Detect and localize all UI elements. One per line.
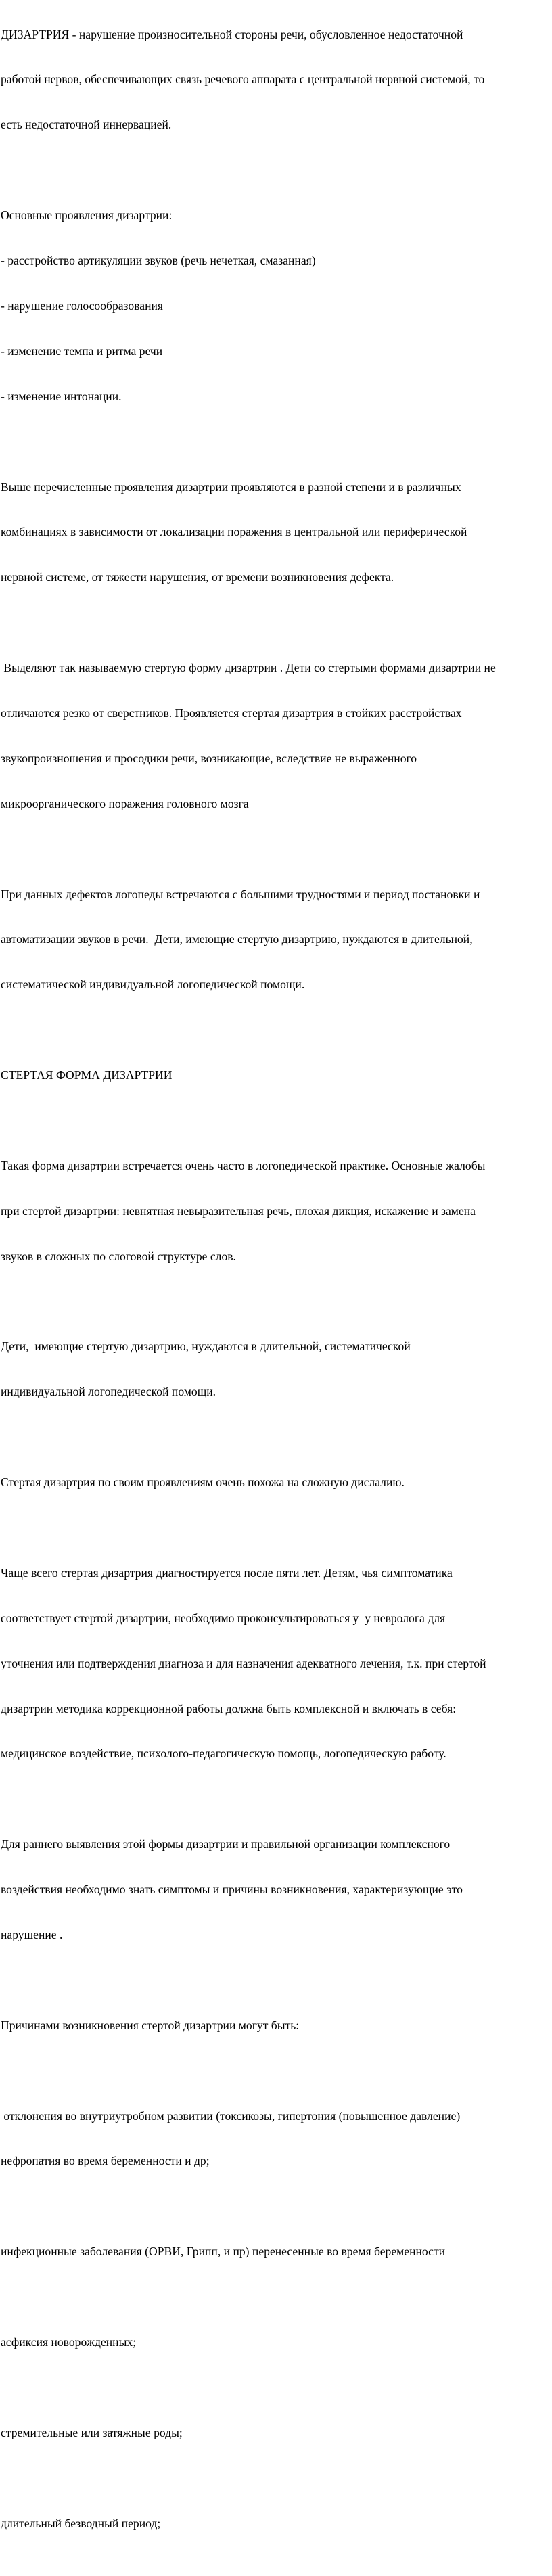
text-line: Выделяют так называемую стертую форму дизартрии . Дети со стертыми формами дизартрии не [1, 661, 496, 675]
text-line: соответствует стертой дизартрии, необходимо проконсультироваться у у невролога для [1, 1611, 446, 1625]
list-item: - изменение темпа и ритма речи [1, 344, 163, 358]
text-line: длительный безводный период; [1, 2516, 161, 2530]
text-line: уточнения или подтверждения диагноза и для назначения адекватного лечения, т.к. при стертой [1, 1656, 486, 1670]
text-line: Для раннего выявления этой формы дизартрии и правильной организации комплексного [1, 1837, 451, 1852]
text-line: стремительные или затяжные роды; [1, 2425, 183, 2439]
text-line: Такая форма дизартрии встречается очень часто в логопедической практике. Основные жалобы [1, 1158, 486, 1172]
paragraph-early-detection [1, 1807, 550, 1973]
paragraph-definition [1, 0, 550, 162]
paragraph-complaints [1, 1128, 550, 1293]
text-line: отличаются резко от сверстников. Проявляется стертая дизартрия в стойких расстройствах [1, 706, 462, 720]
text-line: индивидуальной логопедической помощи. [1, 1385, 216, 1399]
text-line: Стертая дизартрия по своим проявлениям очень похожа на сложную дислалию. [1, 1475, 405, 1490]
text-line: нефропатия во время беременности и др; [1, 2154, 210, 2168]
cause-item [1, 2078, 550, 2199]
text-line: асфиксия новорожденных; [1, 2335, 137, 2349]
text-line: воздействия необходимо знать симптомы и причины возникновения, характеризующие это [1, 1883, 463, 1897]
text-line: Причинами возникновения стертой дизартрии могут быть: [1, 2018, 300, 2032]
paragraph-difficulties [1, 856, 550, 1022]
cause-item [1, 2304, 550, 2379]
list-item: - расстройство артикуляции звуков (речь нечеткая, смазанная) [1, 254, 316, 268]
paragraph-erased-form [1, 630, 550, 841]
text-line: Выше перечисленные проявления дизартрии проявляются в разной степени и в различных [1, 480, 461, 494]
text-line: отклонения во внутриутробном развитии (токсикозы, гипертония (повышенное давление) [1, 2109, 461, 2123]
text-line: звукопроизношения и просодики речи, возникающие, вследствие не выраженного [1, 751, 417, 765]
section-heading [1, 1037, 550, 1112]
cause-item [1, 2395, 550, 2470]
text-line: автоматизации звуков в речи. Дети, имеющие стертую дизартрию, нуждаются в длительной, [1, 932, 473, 946]
text-line: инфекционные заболевания (ОРВИ, Грипп, и пр) перенесенные во время беременности [1, 2245, 446, 2259]
paragraph-causes-intro [1, 1987, 550, 2063]
paragraph-dyslalia [1, 1445, 550, 1520]
text-line: Дети, имеющие стертую дизартрию, нуждаются в длительной, систематической [1, 1339, 411, 1354]
text-line: при стертой дизартрии: невнятная невыразительная речь, плохая дикция, искажение и замена [1, 1203, 476, 1218]
text-line: есть недостаточной иннервацией. [1, 118, 172, 132]
list-item: - изменение интонации. [1, 389, 122, 403]
text-line: нарушение . [1, 1928, 63, 1941]
text-line: систематической индивидуальной логопедической помощи. [1, 978, 305, 992]
text-line: ДИЗАРТРИЯ - нарушение произносительной стороны речи, обусловленное недостаточной [1, 27, 463, 41]
text-line: Чаще всего стертая дизартрия диагностируется после пяти лет. Детям, чья симптоматика [1, 1565, 453, 1580]
text-line: микроорганического поражения головного мозга [1, 796, 249, 810]
paragraph-diagnosis [1, 1535, 550, 1791]
paragraph-degree [1, 449, 550, 615]
text-line: дизартрии методика коррекционной работы должна быть комплексной и включать в себя: [1, 1701, 457, 1716]
text-line: Основные проявления дизартрии: [1, 208, 172, 223]
paragraph-manifestations-list [1, 178, 550, 434]
text-line: При данных дефектов логопеды встречаются с большими трудностями и период постановки и [1, 887, 480, 901]
text-line: комбинациях в зависимости от локализации поражения в центральной или периферической [1, 525, 467, 539]
paragraph-help [1, 1309, 550, 1429]
cause-item [1, 2485, 550, 2560]
list-item: - нарушение голосообразования [1, 298, 164, 313]
text-line: звуков в сложных по слоговой структуре слов. [1, 1249, 236, 1263]
text-line: медицинское воздействие, психолого-педагогическую помощь, логопедическую работу. [1, 1747, 446, 1761]
cause-item [1, 2214, 550, 2289]
text-line: работой нервов, обеспечивающих связь речевого аппарата с центральной нервной системой, то [1, 72, 485, 87]
text-line: нервной системе, от тяжести нарушения, от времени возникновения дефекта. [1, 570, 394, 584]
heading-text: СТЕРТАЯ ФОРМА ДИЗАРТРИИ [1, 1068, 172, 1082]
